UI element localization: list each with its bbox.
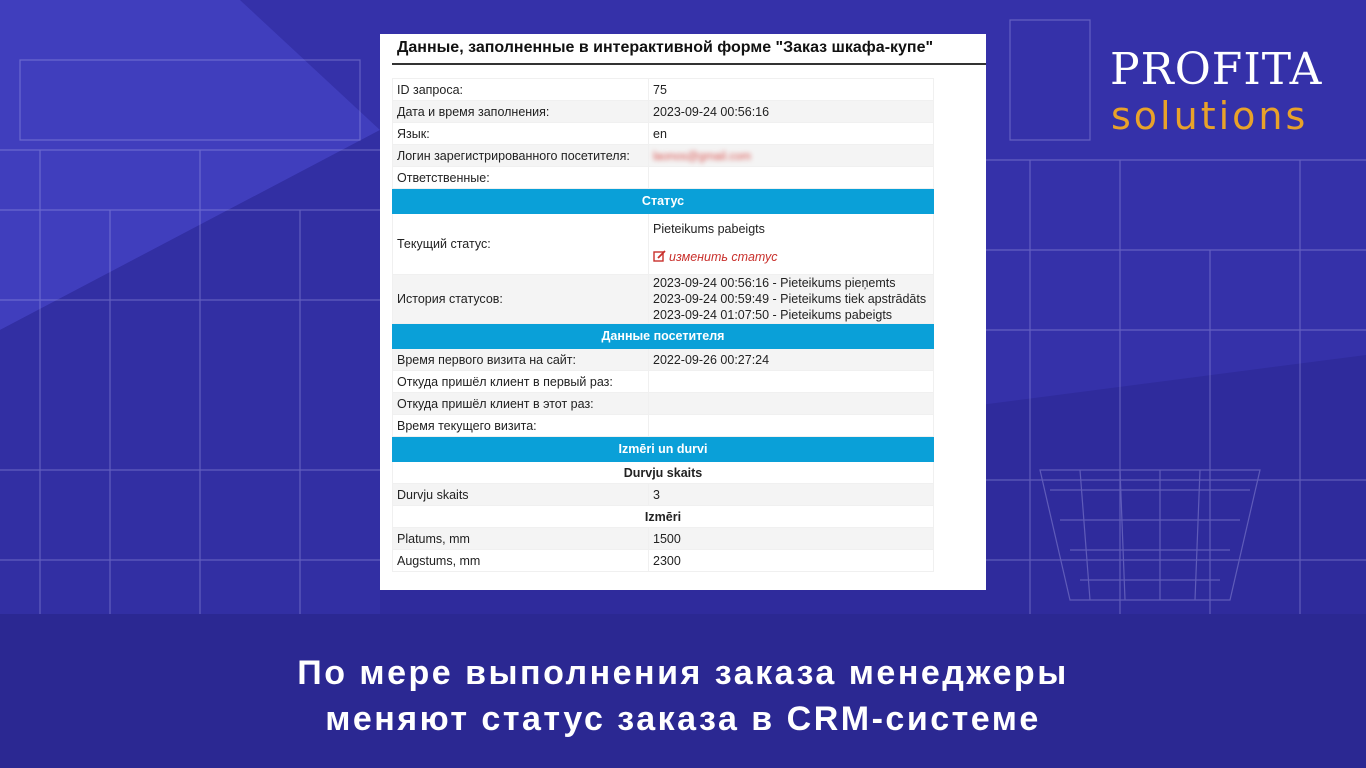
table-row bbox=[393, 145, 934, 167]
status-history bbox=[649, 275, 934, 324]
row-value bbox=[649, 145, 934, 167]
caption-line-1: По мере выполнения заказа менеджеры bbox=[297, 654, 1069, 692]
row-label: Откуда пришёл клиент в этот раз: bbox=[393, 393, 649, 415]
row-value: 2022-09-26 00:27:24 bbox=[649, 349, 934, 371]
section-title: Статус bbox=[393, 189, 934, 214]
section-header-visitor bbox=[393, 324, 934, 349]
table-row bbox=[393, 393, 934, 415]
row-label: Время текущего визита: bbox=[393, 415, 649, 437]
row-value bbox=[649, 415, 934, 437]
table-row bbox=[393, 528, 934, 550]
section-title: Данные посетителя bbox=[393, 324, 934, 349]
history-entry: 2023-09-24 00:56:16 - Pieteikums pieņemts bbox=[653, 276, 896, 290]
row-label: История статусов: bbox=[393, 275, 649, 324]
subsection-title: Izmēri bbox=[393, 506, 934, 528]
form-title: Данные, заполненные в интерактивной форме "Заказ шкафа-купе" bbox=[397, 39, 934, 56]
row-label: Platums, mm bbox=[393, 528, 649, 550]
profita-logo bbox=[1108, 44, 1348, 139]
row-value: en bbox=[649, 123, 934, 145]
row-label: Ответственные: bbox=[393, 167, 649, 189]
history-entry: 2023-09-24 00:59:49 - Pieteikums tiek apstrādāts bbox=[653, 292, 927, 306]
caption-line-2: меняют статус заказа в CRM-системе bbox=[325, 700, 1041, 738]
login-email-blurred: laonos@gmail.com bbox=[653, 150, 751, 163]
table-row bbox=[393, 167, 934, 189]
logo-text-bottom: solutions bbox=[1111, 94, 1309, 138]
table-row-current-status bbox=[393, 214, 934, 275]
row-value: 2300 bbox=[649, 550, 934, 572]
row-label: Durvju skaits bbox=[393, 484, 649, 506]
current-status-value: Pieteikums pabeigts bbox=[653, 222, 765, 236]
table-row bbox=[393, 484, 934, 506]
crm-form-screenshot bbox=[380, 34, 986, 590]
form-data-table bbox=[392, 78, 934, 572]
row-value: 1500 bbox=[649, 528, 934, 550]
row-label: Откуда пришёл клиент в первый раз: bbox=[393, 371, 649, 393]
row-label: Augstums, mm bbox=[393, 550, 649, 572]
row-label: Дата и время заполнения: bbox=[393, 101, 649, 123]
section-title: Izmēri un durvi bbox=[393, 437, 934, 462]
table-row bbox=[393, 371, 934, 393]
section-header-status bbox=[393, 189, 934, 214]
title-divider bbox=[392, 63, 986, 65]
table-row bbox=[393, 123, 934, 145]
table-row bbox=[393, 415, 934, 437]
table-row-status-history bbox=[393, 275, 934, 324]
row-value bbox=[649, 393, 934, 415]
subsection-header-doors bbox=[393, 462, 934, 484]
history-entry: 2023-09-24 01:07:50 - Pieteikums pabeigts bbox=[653, 308, 893, 322]
row-label: ID запроса: bbox=[393, 79, 649, 101]
table-row bbox=[393, 349, 934, 371]
row-value bbox=[649, 371, 934, 393]
caption-band bbox=[0, 614, 1366, 768]
table-row bbox=[393, 101, 934, 123]
row-label: Текущий статус: bbox=[393, 214, 649, 275]
subsection-header-sizes bbox=[393, 506, 934, 528]
logo-text-top: PROFITA bbox=[1110, 44, 1323, 95]
row-value: 2023-09-24 00:56:16 bbox=[649, 101, 934, 123]
subsection-title: Durvju skaits bbox=[393, 462, 934, 484]
row-label: Язык: bbox=[393, 123, 649, 145]
table-row bbox=[393, 550, 934, 572]
section-header-sizes bbox=[393, 437, 934, 462]
row-label: Логин зарегистрированного посетителя: bbox=[393, 145, 649, 167]
change-status-link[interactable] bbox=[653, 250, 778, 266]
row-value bbox=[649, 214, 934, 275]
table-row bbox=[393, 79, 934, 101]
row-label: Время первого визита на сайт: bbox=[393, 349, 649, 371]
edit-icon bbox=[653, 250, 666, 266]
caption-text bbox=[0, 650, 1366, 742]
change-status-label: изменить статус bbox=[669, 250, 778, 264]
row-value: 3 bbox=[649, 484, 934, 506]
row-value bbox=[649, 167, 934, 189]
row-value: 75 bbox=[649, 79, 934, 101]
